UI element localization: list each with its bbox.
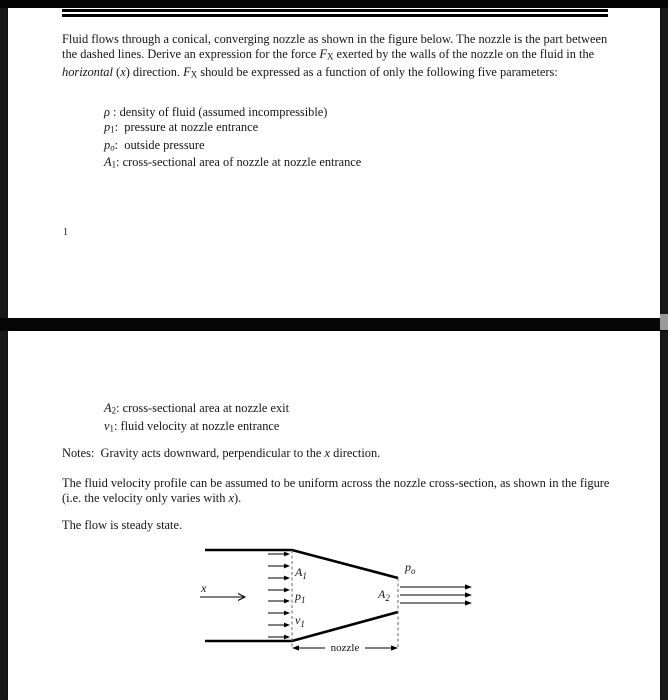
label-nozzle: nozzle [330, 642, 360, 654]
label-A2 [377, 587, 390, 603]
notes-paragraph: Notes: Gravity acts downward, perpendicular to the x direction. [62, 446, 381, 460]
label-po-base: p [405, 560, 411, 574]
label-v1 [295, 613, 305, 629]
header-double-rule [62, 9, 608, 19]
top-edge-bar [0, 0, 668, 8]
label-A1-base: A [295, 565, 303, 579]
label-A2-base: A [378, 587, 386, 601]
label-v1-base: v [295, 613, 301, 627]
label-p1-sub: 1 [301, 595, 306, 605]
label-p1 [294, 589, 306, 605]
page-gap-separator [0, 318, 668, 331]
parameter-item-p1: p1: pressure at nozzle entrance [104, 120, 259, 135]
rule-line [62, 14, 608, 17]
parameter-list-continued [104, 401, 289, 436]
label-A1-sub: 1 [302, 571, 307, 581]
page-number: 1 [63, 227, 68, 238]
label-x: x [201, 581, 207, 595]
page-1 [8, 8, 660, 318]
entrance-velocity-arrows [268, 552, 290, 640]
velocity-profile-paragraph: The fluid velocity profile can be assumed to be uniform across the nozzle cross-section, as shown in the figure (i.e. the velocity only varies with x). [62, 476, 613, 505]
parameter-list [104, 105, 361, 173]
parameter-item-A1: A1: cross-sectional area of nozzle at nozzle entrance [104, 155, 362, 170]
exit-flow-arrows [400, 584, 472, 605]
rule-line [62, 9, 608, 12]
parameter-item-rho: ρ : density of fluid (assumed incompressible) [104, 105, 328, 119]
x-direction-arrow [200, 594, 245, 601]
label-A1 [294, 565, 307, 581]
parameter-item-v1: v1: fluid velocity at nozzle entrance [104, 418, 280, 434]
parameter-item-po: po: outside pressure [104, 137, 205, 153]
label-p1-base: p [295, 589, 301, 603]
label-po [404, 560, 416, 576]
nozzle-diagram [198, 541, 498, 666]
page-2 [8, 331, 660, 700]
label-po-sub: o [411, 566, 416, 576]
scrollbar-thumb[interactable] [660, 314, 668, 330]
label-v1-sub: 1 [300, 619, 305, 629]
steady-state-paragraph: The flow is steady state. [62, 518, 183, 532]
label-A2-sub: 2 [385, 593, 390, 603]
parameter-item-A2: A2: cross-sectional area at nozzle exit [104, 401, 290, 416]
problem-statement: Fluid flows through a conical, converging nozzle as shown in the figure below. The nozzle is the part between the dashed lines. Derive an expression for the force FX exerted by the walls of the nozzle on the fluid in the horizontal (x) direction. FX should be expressed as a function of only the following five parameters: [62, 32, 611, 80]
